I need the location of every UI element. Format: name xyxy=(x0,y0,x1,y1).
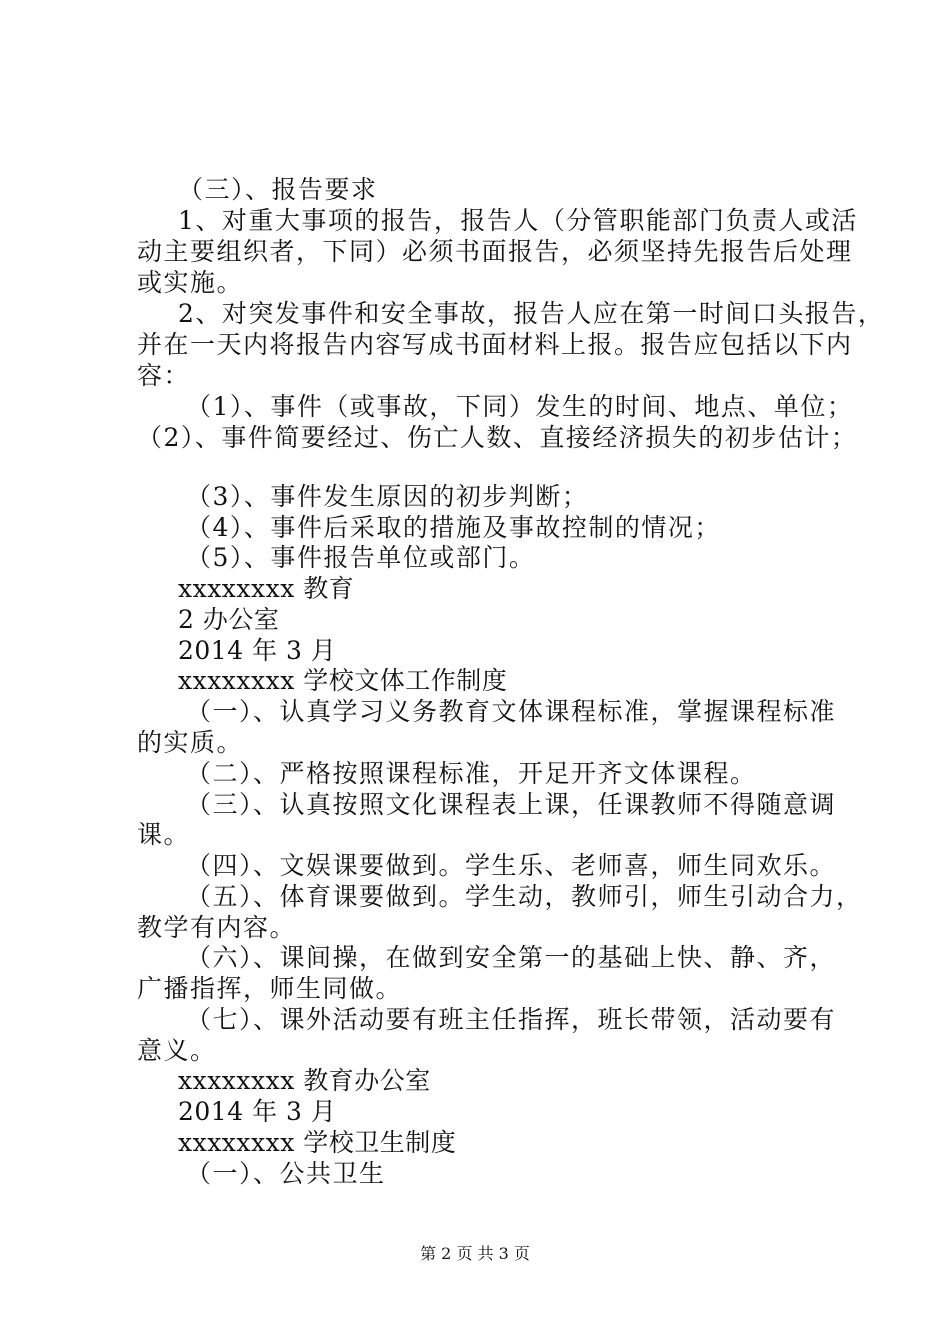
section-heading-report-requirements: （三）、报告要求 xyxy=(178,175,378,204)
subsection-heading: （一）、公共卫生 xyxy=(186,1159,386,1188)
paragraph-line: 并在一天内将报告内容写成书面材料上报。报告应包括以下内 xyxy=(137,330,853,359)
page-number-footer: 第 2 页 共 3 页 xyxy=(420,1244,530,1263)
signature-org-office: xxxxxxxx 教育办公室 xyxy=(178,1066,431,1095)
paragraph-line: 课。 xyxy=(137,820,191,849)
list-item: （4）、事件后采取的措施及事故控制的情况； xyxy=(186,513,721,542)
paragraph-line: （二）、严格按照课程标准，开足开齐文体课程。 xyxy=(186,759,757,788)
paragraph-line: （五）、体育课要做到。学生动，教师引，师生引动合力， xyxy=(186,882,863,911)
paragraph-line: 1、对重大事项的报告，报告人（分管职能部门负责人或活 xyxy=(178,206,858,235)
list-item: （2）、事件简要经过、伤亡人数、直接经济损失的初步估计； xyxy=(137,423,858,452)
paragraph-line: 教学有内容。 xyxy=(137,913,297,942)
paragraph-line: （七）、课外活动要有班主任指挥，班长带领，活动要有 xyxy=(186,1005,837,1034)
paragraph-line: 广播指挥，师生同做。 xyxy=(137,974,403,1003)
paragraph-line: 或实施。 xyxy=(137,268,244,297)
paragraph-line: 意义。 xyxy=(137,1036,217,1065)
paragraph-line: 的实质。 xyxy=(137,728,244,757)
list-item: （1）、事件（或事故，下同）发生的时间、地点、单位； xyxy=(186,392,854,421)
signature-org: xxxxxxxx 教育 xyxy=(178,574,355,603)
paragraph-line: 2、对突发事件和安全事故，报告人应在第一时间口头报告， xyxy=(178,299,885,328)
list-item: （5）、事件报告单位或部门。 xyxy=(186,543,536,572)
paragraph-line: （四）、文娱课要做到。学生乐、老师喜，师生同欢乐。 xyxy=(186,851,837,880)
list-item: （3）、事件发生原因的初步判断； xyxy=(186,482,589,511)
signature-office: 2 办公室 xyxy=(178,605,280,634)
paragraph-line: （三）、认真按照文化课程表上课，任课教师不得随意调 xyxy=(186,790,837,819)
paragraph-line: 动主要组织者，下同）必须书面报告，必须坚持先报告后处理 xyxy=(137,237,853,266)
section-title-hygiene: xxxxxxxx 学校卫生制度 xyxy=(178,1128,457,1157)
paragraph-line: （六）、课间操，在做到安全第一的基础上快、静、齐， xyxy=(186,943,837,972)
signature-date: 2014 年 3 月 xyxy=(178,1097,337,1126)
signature-date: 2014 年 3 月 xyxy=(178,636,337,665)
paragraph-line: （一）、认真学习义务教育文体课程标准，掌握课程标准 xyxy=(186,697,837,726)
paragraph-line: 容： xyxy=(137,361,191,390)
section-title-sports-culture: xxxxxxxx 学校文体工作制度 xyxy=(178,666,508,695)
